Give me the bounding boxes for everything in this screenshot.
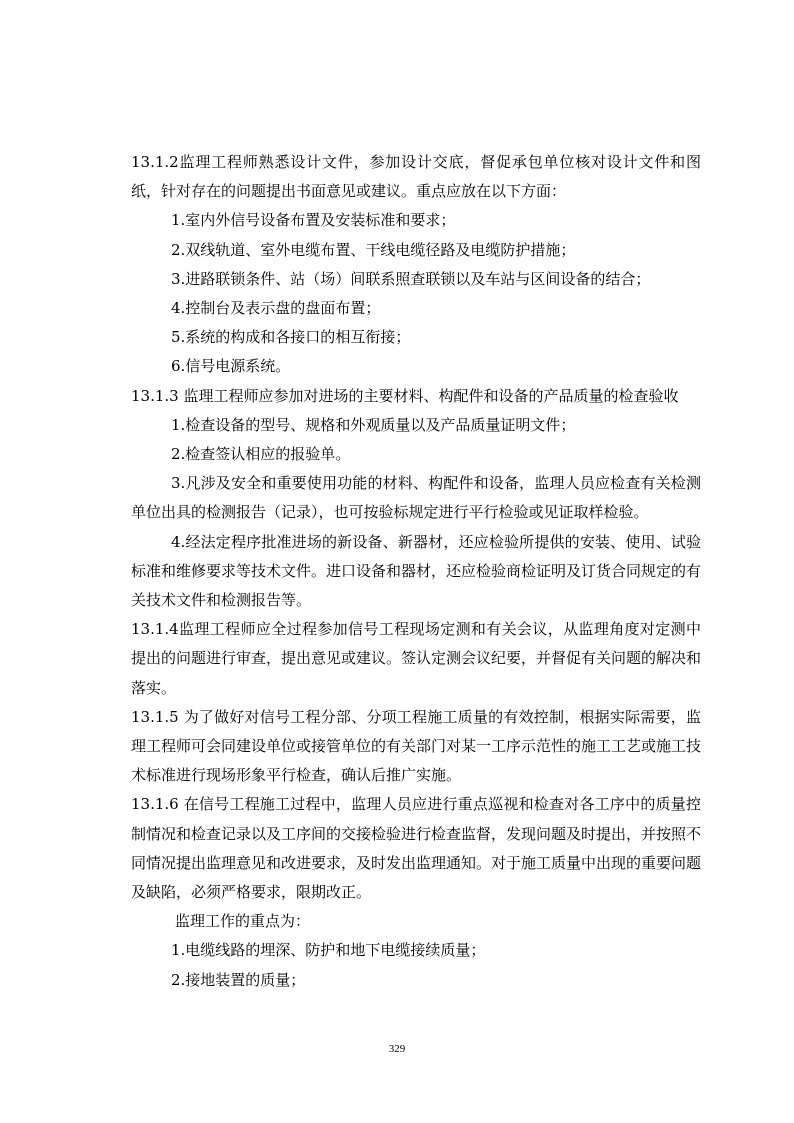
section-lead: 监理工作的重点为： [175, 912, 311, 931]
list-item: 5.系统的构成和各接口的相互衔接； [171, 328, 411, 347]
document-body [131, 148, 701, 995]
paragraph-13-1-3: 13.1.3 监理工程师应参加对进场的主要材料、构配件和设备的产品质量的检查验收 [131, 386, 679, 405]
paragraph-13-1-5: 13.1.5 为了做好对信号工程分部、分项工程施工质量的有效控制，根据实际需要，监理工程师可会同建设单位或接管单位的有关部门对某一工序示范性的施工工艺或施工技术标准进行现场形象平行检查，确认后推广实施。 [131, 707, 702, 785]
list-item: 2.接地装置的质量； [171, 970, 306, 989]
list-item: 2.检查签认相应的报验单。 [171, 445, 351, 464]
list-item: 4.经法定程序批准进场的新设备、新器材，还应检验所提供的安装、使用、试验标准和维修要求等技术文件。进口设备和器材，还应检验商检证明及订货合同规定的有关技术文件和检测报告等。 [131, 532, 702, 610]
paragraph-13-1-6: 13.1.6 在信号工程施工过程中，监理人员应进行重点巡视和检查对各工序中的质量控制情况和检查记录以及工序间的交接检验进行检查监督，发现问题及时提出，并按照不同情况提出监理意见和改进要求，及时发出监理通知。对于施工质量中出现的重要问题及缺陷，必须严格要求，限期改正。 [131, 795, 702, 902]
list-item: 1.电缆线路的埋深、防护和地下电缆接续质量； [171, 941, 486, 960]
paragraph-13-1-4: 13.1.4监理工程师应全过程参加信号工程现场定测和有关会议，从监理角度对定测中提出的问题进行审查，提出意见或建议。签认定测会议纪要，并督促有关问题的解决和落实。 [131, 620, 702, 697]
list-item: 3.凡涉及安全和重要使用功能的材料、构配件和设备，监理人员应检查有关检测单位出具的检测报告（记录），也可按验标规定进行平行检验或见证取样检验。 [131, 474, 701, 522]
list-item: 4.控制台及表示盘的盘面布置； [171, 299, 381, 318]
page-number: 329 [388, 1043, 406, 1055]
paragraph-13-1-2: 13.1.2监理工程师熟悉设计文件，参加设计交底，督促承包单位核对设计文件和图纸，针对存在的问题提出书面意见或建议。重点应放在以下方面： [131, 153, 701, 201]
list-item: 3.进路联锁条件、站（场）间联系照查联锁以及车站与区间设备的结合； [171, 269, 651, 288]
list-item: 2.双线轨道、室外电缆布置、干线电缆径路及电缆防护措施； [171, 240, 576, 259]
list-item: 1.检查设备的型号、规格和外观质量以及产品质量证明文件； [171, 415, 576, 434]
list-item: 1.室内外信号设备布置及安装标准和要求； [171, 211, 456, 230]
list-item: 6.信号电源系统。 [171, 357, 291, 376]
